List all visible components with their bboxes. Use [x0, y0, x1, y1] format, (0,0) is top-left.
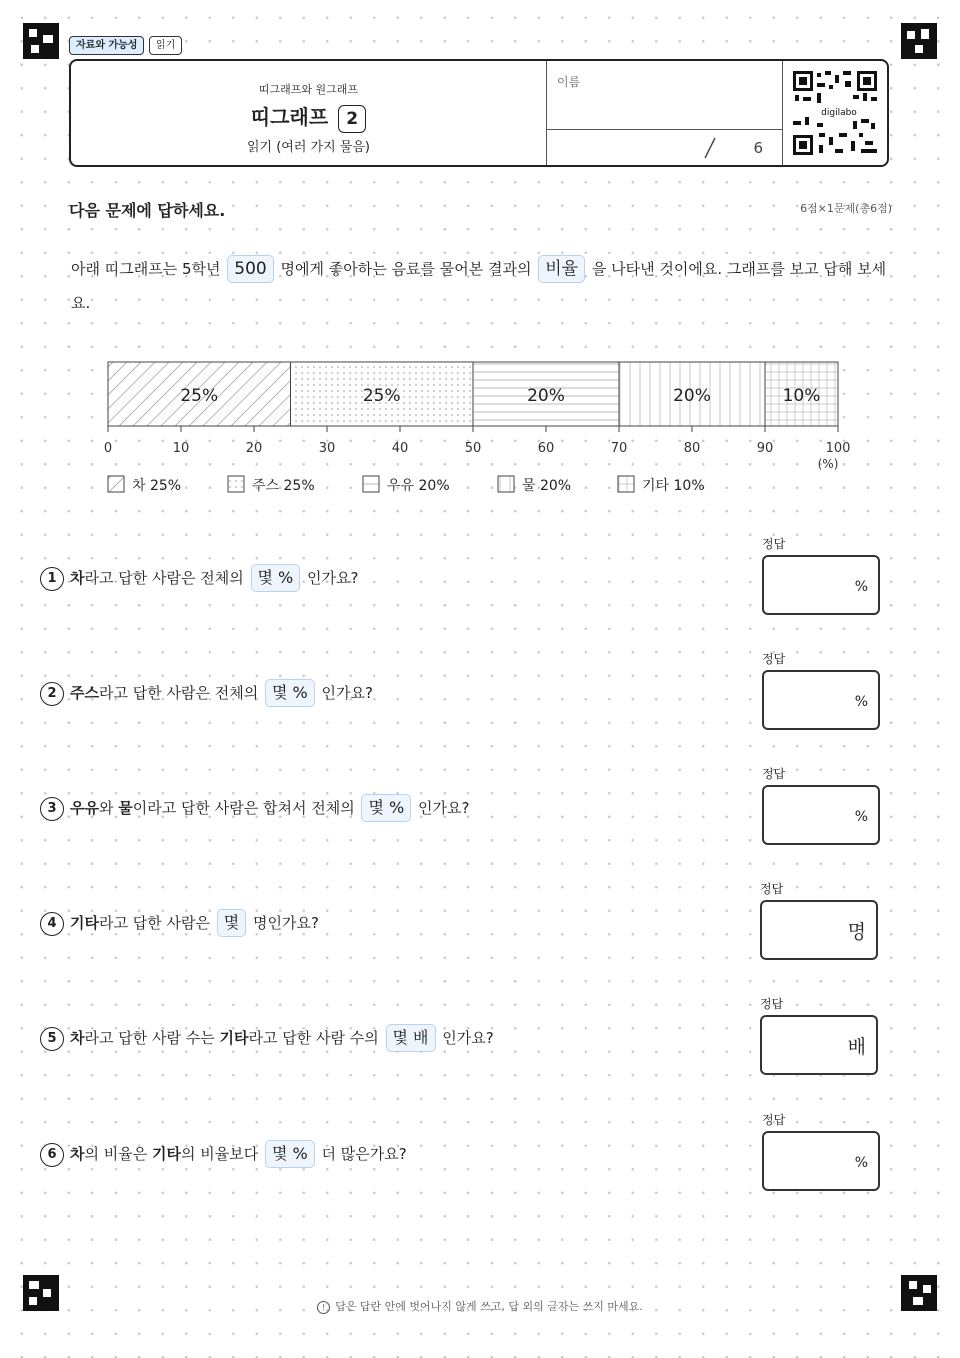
- instruction: 다음 문제에 답하세요.: [69, 201, 226, 220]
- legend-label-3: 우유 20%: [387, 478, 450, 494]
- question-text: 인가요?: [321, 684, 373, 702]
- answer-box-2[interactable]: [762, 670, 880, 730]
- bar-label-3: 20%: [527, 386, 565, 406]
- intro-paragraph: [71, 252, 891, 320]
- question-highlight-box: 몇: [217, 909, 246, 937]
- score-slash-icon: [703, 137, 717, 159]
- question-highlight-box: 몇 %: [265, 679, 315, 707]
- keyword: 주스: [70, 684, 99, 702]
- question-highlight-box: 몇 %: [251, 564, 301, 592]
- answer-label: 정답: [762, 537, 786, 551]
- question-text: 라고 답한 사람 수의: [248, 1029, 379, 1047]
- qr-code-section: [782, 61, 888, 165]
- axis-tick-label: 80: [683, 441, 701, 456]
- question-number: 2: [40, 682, 64, 706]
- axis-tick-label: 20: [245, 441, 263, 456]
- svg-text:digilabo: digilabo: [821, 108, 857, 118]
- axis-tick-label: 60: [537, 441, 555, 456]
- answer-unit: %: [854, 1155, 868, 1171]
- title-number: 2: [338, 105, 366, 133]
- answer-unit: 명: [847, 921, 866, 943]
- question-4: [40, 908, 319, 938]
- question-number: 6: [40, 1143, 64, 1167]
- small-title: 띠그래프와 원그래프: [258, 83, 359, 96]
- bar-label-2: 25%: [362, 386, 401, 406]
- question-text: 라고 답한 사람 수는: [84, 1029, 220, 1047]
- question-1: [40, 563, 358, 593]
- axis-tick-label: 100: [825, 441, 851, 456]
- question-number: 4: [40, 912, 64, 936]
- bar-label-5: 10%: [782, 386, 821, 406]
- axis-tick-label: 70: [610, 441, 628, 456]
- worksheet-header: [69, 59, 889, 167]
- answer-label: 정답: [762, 652, 786, 666]
- legend-label-4: 물 20%: [522, 478, 572, 494]
- answer-box-1[interactable]: [762, 555, 880, 615]
- keyword: 차: [70, 1029, 85, 1047]
- answer-unit: %: [854, 809, 868, 825]
- question-3: [40, 793, 469, 823]
- legend-swatch-2: [228, 476, 244, 492]
- answer-unit: %: [854, 694, 868, 710]
- question-2: [40, 678, 373, 708]
- question-text: 인가요?: [442, 1029, 494, 1047]
- question-text: 인가요?: [307, 569, 359, 587]
- legend-swatch-5: [618, 476, 634, 492]
- question-text: 명인가요?: [252, 914, 319, 932]
- answer-box-4[interactable]: [760, 900, 878, 960]
- keyword: 물: [118, 799, 133, 817]
- legend-swatch-4: [498, 476, 514, 492]
- axis-tick-label: 10: [172, 441, 190, 456]
- answer-unit: 배: [847, 1036, 866, 1058]
- question-number: 1: [40, 567, 64, 591]
- axis-tick-label: 50: [464, 441, 482, 456]
- question-text: 라고 답한 사람은 전체의: [84, 569, 244, 587]
- bar-label-1: 25%: [180, 386, 219, 406]
- answer-box-3[interactable]: [762, 785, 880, 845]
- question-text: 라고 답한 사람은: [98, 914, 210, 932]
- axis-tick-label: 0: [103, 441, 113, 456]
- axis-unit-label: (%): [817, 457, 839, 471]
- question-highlight-box: 몇 %: [361, 794, 411, 822]
- question-5: [40, 1023, 494, 1053]
- title-text: 띠그래프: [250, 105, 329, 129]
- answer-unit: %: [854, 579, 868, 595]
- strip-graph: [95, 352, 875, 512]
- axis-tick-label: 90: [756, 441, 774, 456]
- keyword: 차: [70, 569, 85, 587]
- answer-box-5[interactable]: [760, 1015, 878, 1075]
- legend-swatch-3: [363, 476, 379, 492]
- title-section: [71, 61, 546, 165]
- warning-icon: !: [317, 1301, 330, 1314]
- question-highlight-box: 몇 배: [386, 1024, 436, 1052]
- page-title: [71, 101, 546, 133]
- answer-label: 정답: [762, 767, 786, 781]
- footer-note: [0, 1298, 960, 1314]
- corner-marker-top-right: [901, 23, 937, 59]
- score-total: 6: [753, 139, 763, 157]
- question-number: 5: [40, 1027, 64, 1051]
- legend-swatch-1: [108, 476, 124, 492]
- name-divider: [547, 129, 783, 130]
- answer-label: 정답: [760, 997, 784, 1011]
- answer-label: 정답: [760, 882, 784, 896]
- intro-text-3: 을 나타낸 것이에요. 그래프를 보고 답해 보세요.: [71, 260, 887, 312]
- legend-label-2: 주스 25%: [252, 478, 315, 494]
- question-text: 인가요?: [418, 799, 470, 817]
- legend-label-1: 차 25%: [132, 478, 182, 494]
- points-info: 6점×1문제(총6점): [800, 202, 892, 215]
- type-tag: 읽기: [149, 36, 182, 55]
- answer-label: 정답: [762, 1113, 786, 1127]
- question-text: 라고 답한 사람은 전체의: [98, 684, 259, 702]
- keyword: 기타: [219, 1029, 249, 1047]
- qr-code-icon: [793, 71, 877, 155]
- keyword: 우유: [70, 799, 99, 817]
- legend-label-5: 기타 10%: [642, 478, 705, 494]
- question-highlight-box: 몇 %: [265, 1140, 315, 1168]
- bar-label-4: 20%: [673, 386, 711, 406]
- unit-tag: 자료와 가능성: [69, 36, 144, 55]
- keyword: 차: [70, 1145, 85, 1163]
- question-text: 와: [98, 799, 119, 817]
- ratio-highlight: 비율: [538, 255, 585, 283]
- name-section: [546, 61, 783, 165]
- keyword: 기타: [152, 1145, 181, 1163]
- axis-tick-label: 30: [318, 441, 336, 456]
- name-label: 이름: [557, 75, 581, 89]
- subtitle: 읽기 (여러 가지 물음): [246, 140, 370, 155]
- question-text: 의 비율보다: [180, 1145, 259, 1163]
- footer-text: 답은 답란 안에 벗어나지 않게 쓰고, 답 외의 글자는 쓰지 마세요.: [335, 1300, 643, 1313]
- axis-tick-label: 40: [391, 441, 409, 456]
- answer-box-6[interactable]: [762, 1131, 880, 1191]
- corner-marker-top-left: [23, 23, 59, 59]
- question-text: 더 많은가요?: [321, 1145, 407, 1163]
- question-6: [40, 1139, 407, 1169]
- keyword: 기타: [70, 914, 99, 932]
- intro-text-1: 아래 띠그래프는 5학년: [71, 260, 221, 278]
- question-text: 의 비율은: [84, 1145, 152, 1163]
- students-count-highlight: 500: [227, 255, 273, 283]
- intro-text-2: 명에게 좋아하는 음료를 물어본 결과의: [280, 260, 532, 278]
- question-text: 이라고 답한 사람은 합쳐서 전체의: [132, 799, 355, 817]
- question-number: 3: [40, 797, 64, 821]
